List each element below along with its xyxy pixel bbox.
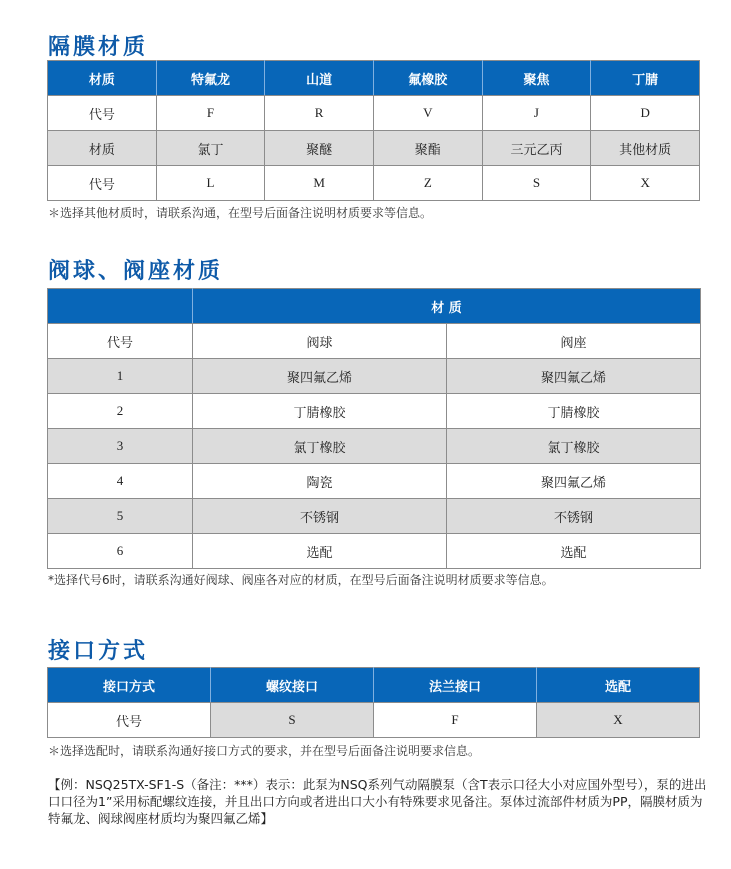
table-cell: 氯丁 bbox=[156, 131, 265, 166]
connection-type-table bbox=[47, 667, 700, 738]
diaphragm-section-title: 隔膜材质 bbox=[48, 35, 149, 60]
table-cell: R bbox=[265, 96, 374, 131]
table-subheader-row bbox=[48, 324, 701, 359]
header-cell: 选配 bbox=[537, 668, 700, 703]
table-cell: V bbox=[373, 96, 482, 131]
seat-cell: 丁腈橡胶 bbox=[447, 394, 701, 429]
header-cell: 特氟龙 bbox=[156, 61, 265, 96]
table-cell: F bbox=[374, 703, 537, 738]
subheader-ball: 阀球 bbox=[193, 324, 447, 359]
table-row bbox=[48, 131, 700, 166]
table-cell: 聚醚 bbox=[265, 131, 374, 166]
table-cell: S bbox=[482, 166, 591, 201]
ball-cell: 选配 bbox=[193, 534, 447, 569]
ball-cell: 氯丁橡胶 bbox=[193, 429, 447, 464]
table-cell: F bbox=[156, 96, 265, 131]
table-cell: X bbox=[537, 703, 700, 738]
table-row bbox=[48, 166, 700, 201]
model-example-paragraph: 【例：NSQ25TX-SF1-S（备注：***）表示：此泵为NSQ系列气动隔膜泵（含T表示口径大小对应国外型号），泵的进出口口径为1”采用标配螺纹连接，并且出口方向或者进出口大小有特殊要求见备注。泵体过流部件材质为PP，隔膜材质为特氟龙、阀球阀座材质均为聚四氟乙烯】 bbox=[48, 777, 707, 826]
ball-cell: 不锈钢 bbox=[193, 499, 447, 534]
seat-cell: 聚四氟乙烯 bbox=[447, 464, 701, 499]
header-cell: 氟橡胶 bbox=[373, 61, 482, 96]
table-row bbox=[48, 359, 701, 394]
header-cell: 接口方式 bbox=[48, 668, 211, 703]
table-cell: 三元乙丙 bbox=[482, 131, 591, 166]
table-row bbox=[48, 394, 701, 429]
table-row bbox=[48, 96, 700, 131]
code-cell: 1 bbox=[48, 359, 193, 394]
table-cell: L bbox=[156, 166, 265, 201]
seat-cell: 氯丁橡胶 bbox=[447, 429, 701, 464]
table-cell: M bbox=[265, 166, 374, 201]
header-cell: 法兰接口 bbox=[374, 668, 537, 703]
table-header-row bbox=[48, 668, 700, 703]
header-cell: 山道 bbox=[265, 61, 374, 96]
seat-cell: 聚四氟乙烯 bbox=[447, 359, 701, 394]
table-cell: S bbox=[211, 703, 374, 738]
table-cell: D bbox=[591, 96, 700, 131]
seat-cell: 不锈钢 bbox=[447, 499, 701, 534]
table-cell: J bbox=[482, 96, 591, 131]
valve-material-table bbox=[47, 288, 701, 569]
seat-cell: 选配 bbox=[447, 534, 701, 569]
row-label: 代号 bbox=[48, 703, 211, 738]
row-label: 材质 bbox=[48, 131, 157, 166]
header-cell: 材质 bbox=[48, 61, 157, 96]
ball-cell: 聚四氟乙烯 bbox=[193, 359, 447, 394]
code-cell: 2 bbox=[48, 394, 193, 429]
row-label: 代号 bbox=[48, 96, 157, 131]
code-cell: 6 bbox=[48, 534, 193, 569]
connection-note: ＊选择选配时，请联系沟通好接口方式的要求，并在型号后面备注说明要求信息。 bbox=[48, 744, 481, 758]
diaphragm-note: ＊选择其他材质时，请联系沟通，在型号后面备注说明材质要求等信息。 bbox=[48, 206, 433, 220]
table-cell: X bbox=[591, 166, 700, 201]
header-cell-empty bbox=[48, 289, 193, 324]
subheader-code: 代号 bbox=[48, 324, 193, 359]
table-cell: 其他材质 bbox=[591, 131, 700, 166]
table-row bbox=[48, 429, 701, 464]
code-cell: 5 bbox=[48, 499, 193, 534]
header-cell-material: 材 质 bbox=[193, 289, 701, 324]
code-cell: 3 bbox=[48, 429, 193, 464]
header-cell: 丁腈 bbox=[591, 61, 700, 96]
diaphragm-material-table bbox=[47, 60, 700, 201]
table-row bbox=[48, 534, 701, 569]
table-header-row bbox=[48, 289, 701, 324]
row-label: 代号 bbox=[48, 166, 157, 201]
table-row bbox=[48, 499, 701, 534]
ball-cell: 丁腈橡胶 bbox=[193, 394, 447, 429]
table-header-row bbox=[48, 61, 700, 96]
subheader-seat: 阀座 bbox=[447, 324, 701, 359]
table-row bbox=[48, 464, 701, 499]
ball-cell: 陶瓷 bbox=[193, 464, 447, 499]
table-cell: Z bbox=[373, 166, 482, 201]
valve-note: *选择代号6时，请联系沟通好阀球、阀座各对应的材质，在型号后面备注说明材质要求等信息。 bbox=[48, 573, 554, 587]
connection-section-title: 接口方式 bbox=[48, 639, 149, 664]
valve-section-title: 阀球、阀座材质 bbox=[48, 259, 224, 284]
header-cell: 螺纹接口 bbox=[211, 668, 374, 703]
table-cell: 聚酯 bbox=[373, 131, 482, 166]
code-cell: 4 bbox=[48, 464, 193, 499]
table-row bbox=[48, 703, 700, 738]
header-cell: 聚焦 bbox=[482, 61, 591, 96]
